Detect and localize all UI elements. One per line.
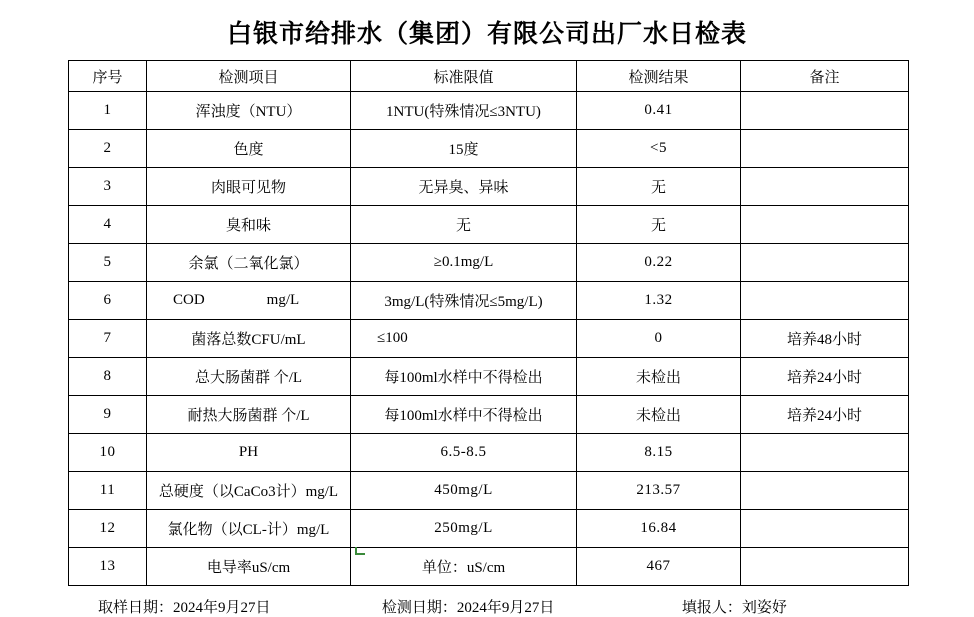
- header-cell-item: 检测项目: [147, 61, 351, 92]
- row-limit: 6.5-8.5: [351, 434, 577, 472]
- row-limit: 每100ml水样中不得检出: [351, 358, 577, 396]
- row-item: 肉眼可见物: [147, 168, 351, 206]
- row-item: 电导率uS/cm: [147, 548, 351, 586]
- row-result: 1.32: [577, 282, 741, 320]
- row-remark: [741, 92, 909, 130]
- row-item: 总大肠菌群 个/L: [147, 358, 351, 396]
- table-row: [69, 472, 909, 510]
- row-result: 未检出: [577, 396, 741, 434]
- row-item: 浑浊度（NTU）: [147, 92, 351, 130]
- row-no: 1: [69, 92, 147, 130]
- row-limit: 单位：uS/cm: [351, 548, 577, 586]
- row-remark: [741, 206, 909, 244]
- table-row: [69, 130, 909, 168]
- row-remark: 培养24小时: [741, 358, 909, 396]
- testing-date: 检测日期：2024年9月27日: [381, 600, 555, 616]
- header-cell-no: 序号: [69, 61, 147, 92]
- row-no: 7: [69, 320, 147, 358]
- row-limit: ≤100: [351, 320, 577, 358]
- row-remark: 培养48小时: [741, 320, 909, 358]
- row-item-label: COD: [173, 292, 205, 308]
- row-item: 耐热大肠菌群 个/L: [147, 396, 351, 434]
- row-no: 10: [69, 434, 147, 472]
- row-remark: [741, 472, 909, 510]
- row-no: 11: [69, 472, 147, 510]
- row-result: <5: [577, 130, 741, 168]
- table-row: [69, 548, 909, 586]
- row-limit: ≥0.1mg/L: [351, 244, 577, 282]
- row-item: 总硬度（以CaCo3计）mg/L: [147, 472, 351, 510]
- table-row: [69, 282, 909, 320]
- row-limit: 无: [351, 206, 577, 244]
- row-no: 12: [69, 510, 147, 548]
- row-item-unit: mg/L: [266, 292, 300, 308]
- row-result: 0.41: [577, 92, 741, 130]
- header-cell-result: 检测结果: [577, 61, 741, 92]
- row-result: 无: [577, 206, 741, 244]
- row-limit: 无异臭、异味: [351, 168, 577, 206]
- row-no: 13: [69, 548, 147, 586]
- row-result: 467: [577, 548, 741, 586]
- header-cell-remark: 备注: [741, 61, 909, 92]
- table-row: [69, 206, 909, 244]
- report-table-container: [0, 60, 974, 586]
- row-remark: [741, 434, 909, 472]
- row-item: 臭和味: [147, 206, 351, 244]
- row-no: 5: [69, 244, 147, 282]
- table-row: [69, 168, 909, 206]
- green-check-mark: [355, 547, 365, 555]
- row-result: 8.15: [577, 434, 741, 472]
- row-result: 16.84: [577, 510, 741, 548]
- table-row: [69, 396, 909, 434]
- footer-row: [0, 586, 974, 617]
- water-quality-table: [68, 60, 909, 586]
- row-remark: [741, 510, 909, 548]
- reporter-name: 填报人：刘姿妤: [681, 600, 787, 616]
- row-result: 无: [577, 168, 741, 206]
- row-remark: 培养24小时: [741, 396, 909, 434]
- table-row: [69, 358, 909, 396]
- row-remark: [741, 168, 909, 206]
- table-row: [69, 92, 909, 130]
- row-item: [147, 282, 351, 320]
- row-no: 4: [69, 206, 147, 244]
- table-row: [69, 320, 909, 358]
- row-item: PH: [147, 434, 351, 472]
- table-row: [69, 510, 909, 548]
- row-no: 9: [69, 396, 147, 434]
- row-no: 8: [69, 358, 147, 396]
- row-remark: [741, 282, 909, 320]
- row-limit: 15度: [351, 130, 577, 168]
- table-row: [69, 244, 909, 282]
- row-no: 6: [69, 282, 147, 320]
- row-remark: [741, 244, 909, 282]
- row-no: 3: [69, 168, 147, 206]
- row-limit: 450mg/L: [351, 472, 577, 510]
- row-item: 氯化物（以CL-计）mg/L: [147, 510, 351, 548]
- table-header-row: [69, 61, 909, 92]
- row-item: 色度: [147, 130, 351, 168]
- row-result: 0.22: [577, 244, 741, 282]
- row-limit: 1NTU(特殊情况≤3NTU): [351, 92, 577, 130]
- row-result: 213.57: [577, 472, 741, 510]
- table-row: [69, 434, 909, 472]
- row-limit: 每100ml水样中不得检出: [351, 396, 577, 434]
- row-item: 菌落总数CFU/mL: [147, 320, 351, 358]
- row-result: 未检出: [577, 358, 741, 396]
- row-limit: 250mg/L: [351, 510, 577, 548]
- row-item: 余氯（二氧化氯）: [147, 244, 351, 282]
- page-title: 白银市给排水（集团）有限公司出厂水日检表: [226, 21, 747, 48]
- row-remark: [741, 548, 909, 586]
- row-no: 2: [69, 130, 147, 168]
- row-remark: [741, 130, 909, 168]
- sampling-date: 取样日期：2024年9月27日: [98, 600, 271, 616]
- row-limit: 3mg/L(特殊情况≤5mg/L): [351, 282, 577, 320]
- header-cell-limit: 标准限值: [351, 61, 577, 92]
- row-result: 0: [577, 320, 741, 358]
